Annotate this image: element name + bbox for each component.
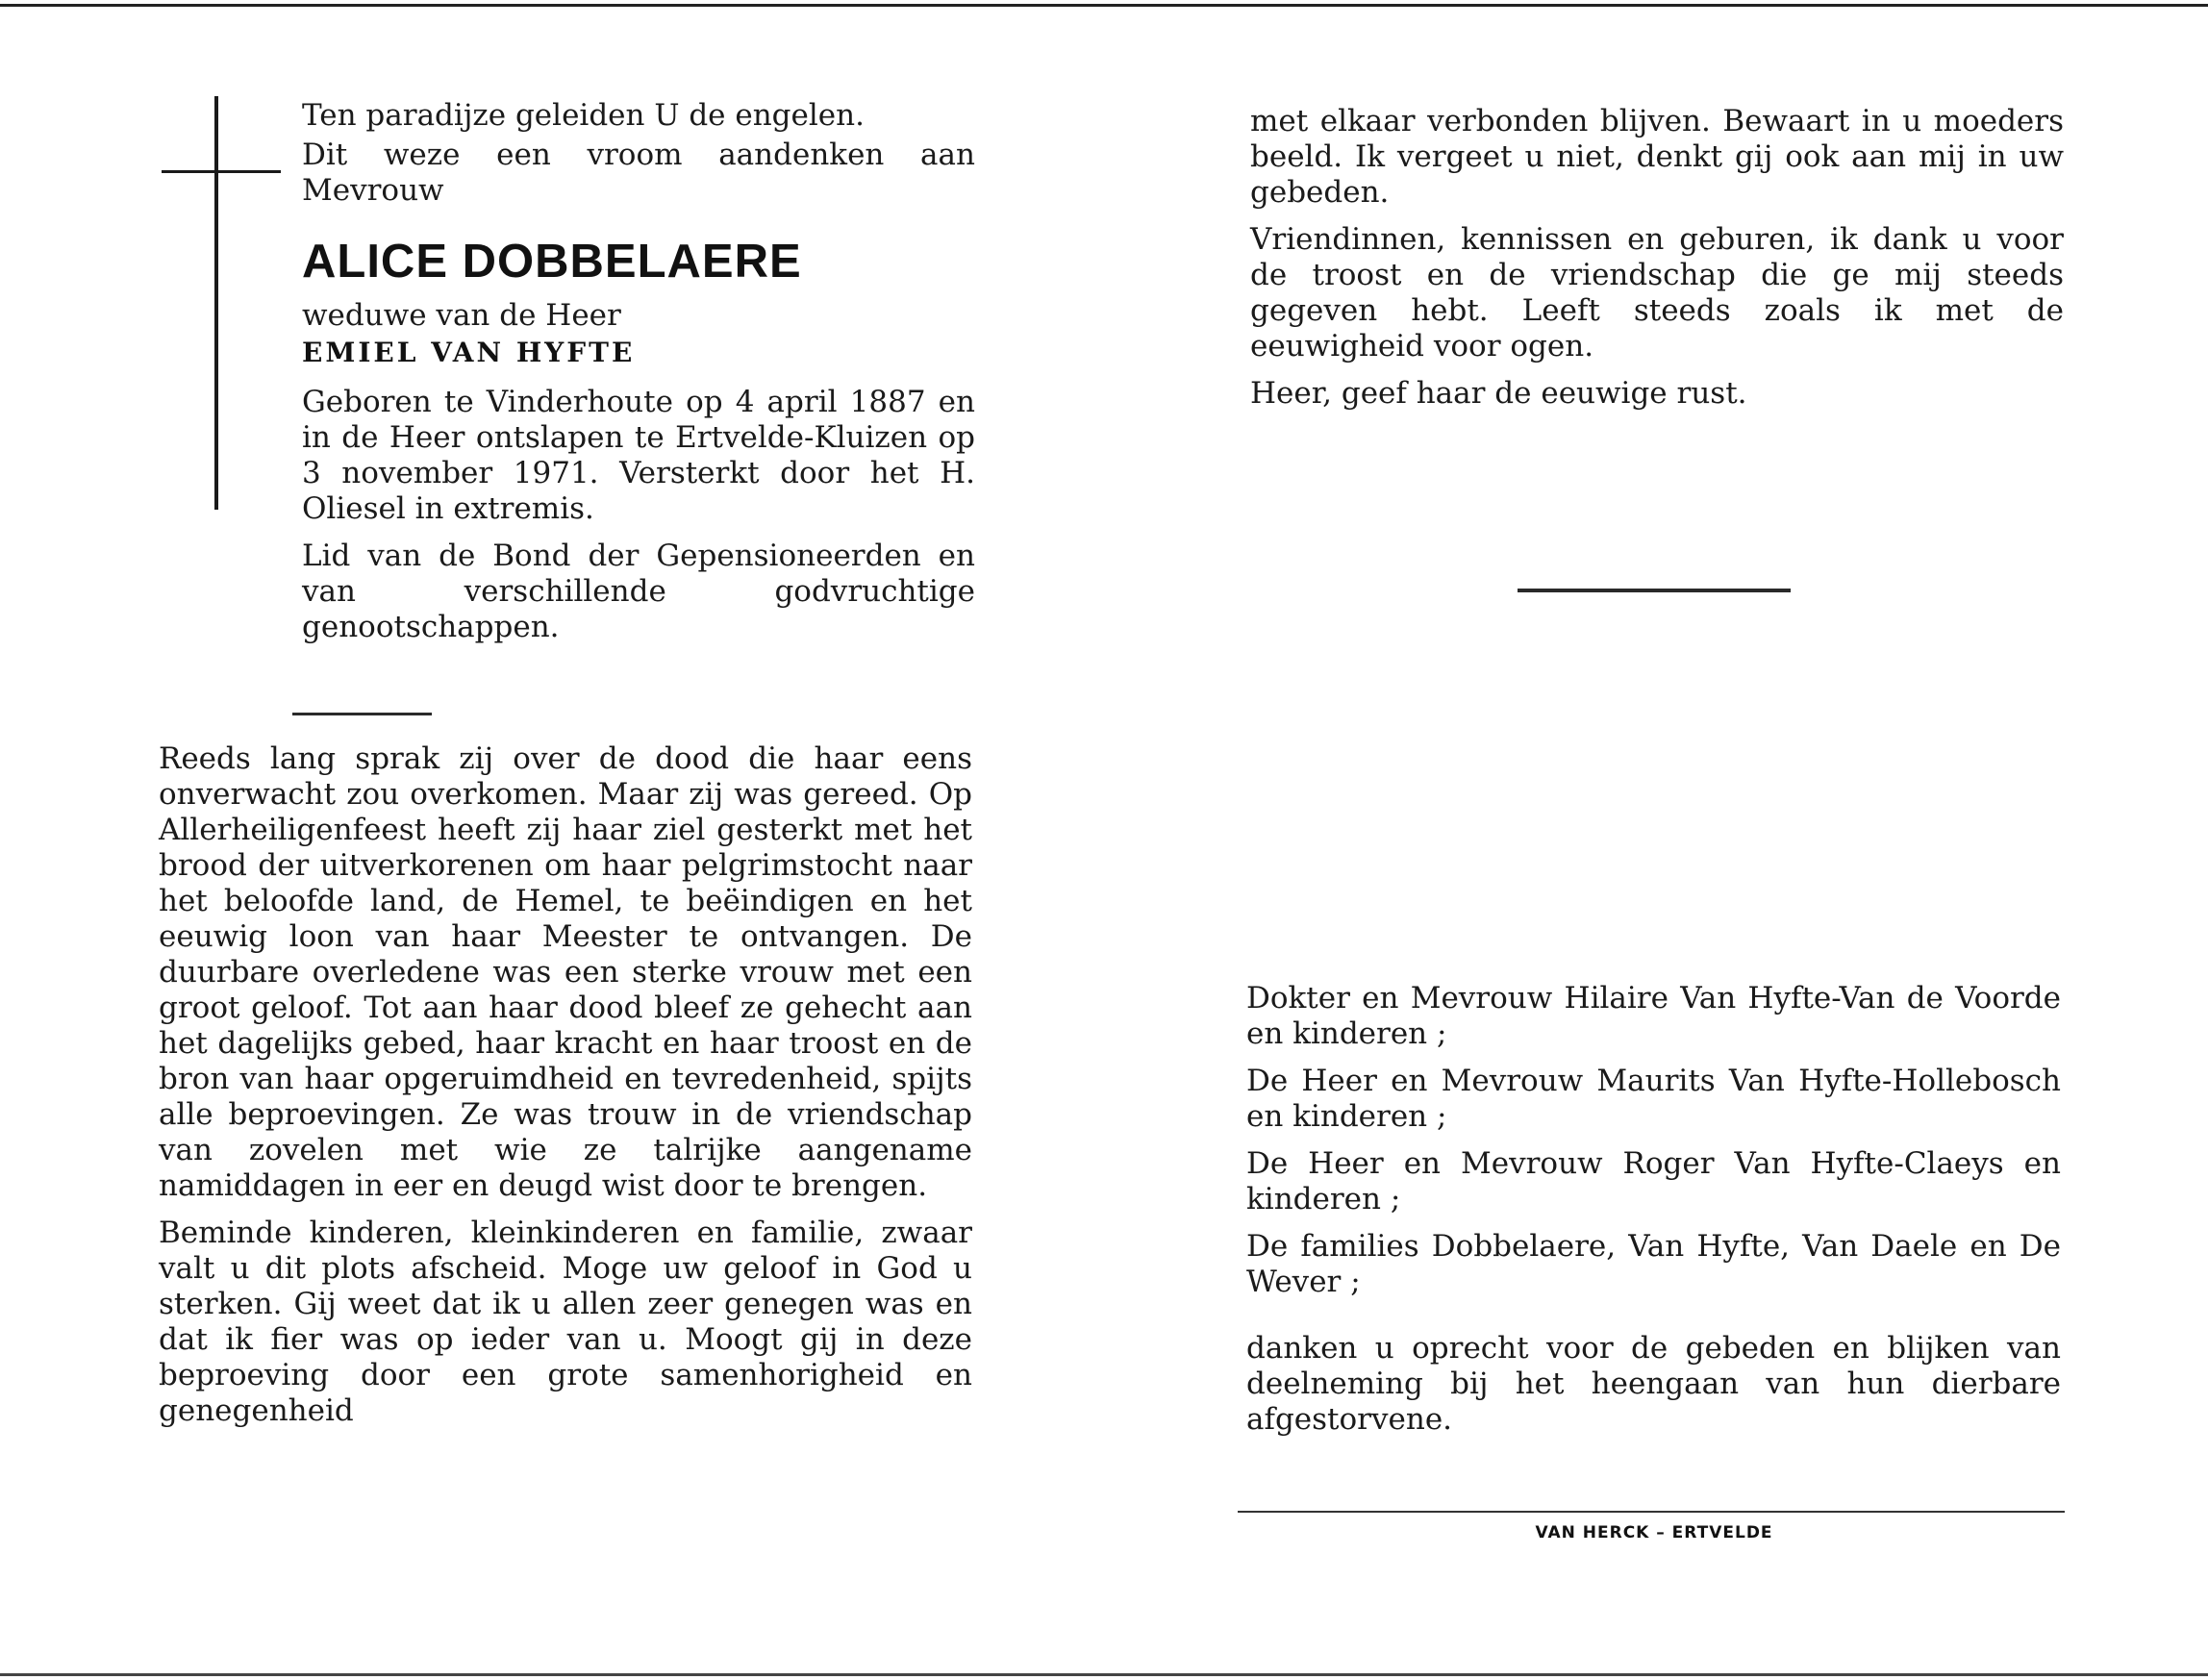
- biography-block: [302, 385, 975, 645]
- tribute-paragraph-2: Beminde kinderen, kleinkinderen en familie, zwaar valt u dit plots afscheid. Moge uw geloof in God u sterken. Gij weet dat ik u allen zeer genegen was en dat ik fier was op ieder van u. Moogt gij in deze beproeving door een grote samenhorigheid en genegenheid: [159, 1216, 972, 1428]
- printer-credit: VAN HERCK – ERTVELDE: [1535, 1523, 1773, 1542]
- birth-death: Geboren te Vinderhoute op 4 april 1887 en in de Heer ontslapen te Ertvelde-Kluizen op 3 november 1971. Versterkt door het H. Oliesel in extremis.: [302, 385, 975, 526]
- header-block: [302, 98, 975, 209]
- deceased-name: ALICE DOBBELAERE: [302, 236, 802, 288]
- scan-edge-bottom: [0, 1673, 2208, 1676]
- cross-icon-horizontal: [162, 170, 281, 173]
- divider-short: [292, 713, 432, 715]
- widow-of: weduwe van de Heer: [302, 298, 621, 333]
- friends-paragraph: Vriendinnen, kennissen en geburen, ik dank u voor de troost en de vriendschap die ge mij steeds gegeven hebt. Leeft steeds zoals ik met de eeuwigheid voor ogen.: [1250, 222, 2064, 364]
- families-block: [1246, 981, 2061, 1438]
- final-prayer: Heer, geef haar de eeuwige rust.: [1250, 376, 1747, 411]
- widow-line: [302, 298, 975, 334]
- tribute-continued: met elkaar verbonden blijven. Bewaart in u moeders beeld. Ik vergeet u niet, denkt gij ook aan mij in uw gebeden.: [1250, 104, 2064, 210]
- tribute-block: [159, 741, 972, 1429]
- membership: Lid van de Bond der Gepensioneerden en van verschillende godvruchtige genootschappen.: [302, 539, 975, 644]
- right-top-block: [1250, 104, 2064, 412]
- scan-edge-top: [0, 4, 2208, 7]
- footer-rule: [1238, 1511, 2065, 1513]
- prayer-line: Ten paradijze geleiden U de engelen.: [302, 98, 865, 133]
- memory-intro: Dit weze een vroom aandenken aan Mevrouw: [302, 138, 975, 208]
- family-line: De Heer en Mevrouw Maurits Van Hyfte-Hollebosch en kinderen ;: [1246, 1064, 2061, 1134]
- family-line: De Heer en Mevrouw Roger Van Hyfte-Claeys en kinderen ;: [1246, 1146, 2061, 1216]
- family-line: De families Dobbelaere, Van Hyfte, Van Daele en De Wever ;: [1246, 1229, 2061, 1299]
- tribute-paragraph-1: Reeds lang sprak zij over de dood die haar eens onverwacht zou overkomen. Maar zij was gereed. Op Allerheiligenfeest heeft zij haar ziel gesterkt met het brood der uitverkorenen om haar pelgrimstocht naar het beloofde land, de Hemel, te beëindigen en het eeuwig loon van haar Meester te ontvangen. De duurbare overledene was een sterke vrouw met een groot geloof. Tot aan haar dood bleef ze gehecht aan het dagelijks gebed, haar kracht en haar troost en de bron van haar opgeruimdheid en tevredenheid, spijts alle beproevingen. Ze was trouw in de vriendschap van zovelen met wie ze talrijke aangename namiddagen in eer en deugd wist door te brengen.: [159, 741, 972, 1203]
- family-line: Dokter en Mevrouw Hilaire Van Hyfte-Van de Voorde en kinderen ;: [1246, 981, 2061, 1051]
- divider-right: [1518, 589, 1791, 592]
- husband-name: EMIEL VAN HYFTE: [302, 337, 636, 368]
- thanks-paragraph: danken u oprecht voor de gebeden en blijken van deelneming bij het heengaan van hun dierbare afgestorvene.: [1246, 1331, 2061, 1437]
- cross-icon-vertical: [214, 96, 218, 510]
